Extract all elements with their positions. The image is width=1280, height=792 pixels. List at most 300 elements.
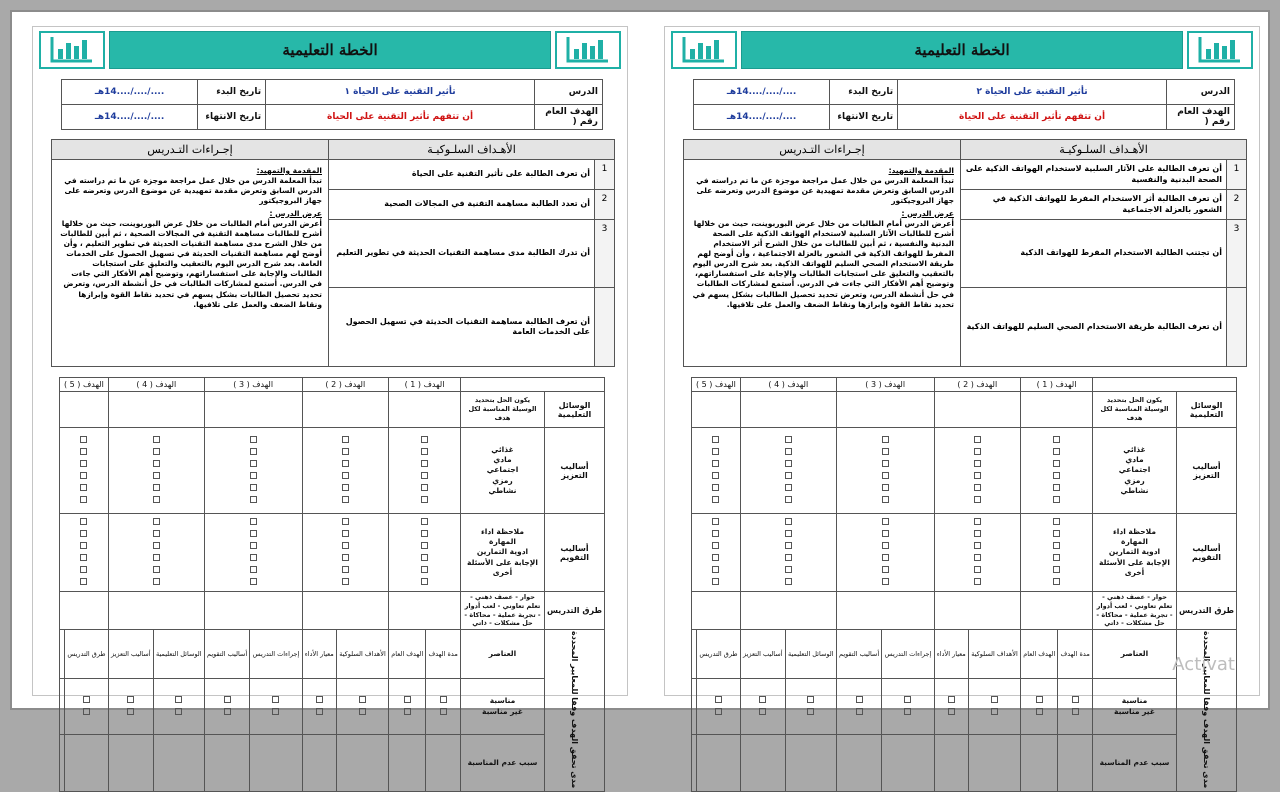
checkbox[interactable]	[153, 460, 160, 467]
checkbox[interactable]	[712, 448, 719, 455]
checkbox[interactable]	[316, 708, 323, 715]
checkbox[interactable]	[421, 436, 428, 443]
goal-number: 3	[594, 220, 614, 287]
checkbox[interactable]	[342, 578, 349, 585]
checkbox[interactable]	[1036, 708, 1043, 715]
checkbox[interactable]	[882, 448, 889, 455]
checkbox[interactable]	[974, 518, 981, 525]
not-fit-label: غير مناسبة	[482, 706, 523, 716]
checkbox[interactable]	[807, 696, 814, 703]
checkbox[interactable]	[153, 554, 160, 561]
lesson-label: الدرس	[535, 80, 603, 105]
activation-watermark: Activat	[1172, 654, 1235, 675]
goal-text: أن تعرف الطالبة على الآثار السلبية لاستخدام الهواتف الذكية على الصحة البدنية والنفسية	[965, 164, 1222, 184]
general-goal: أن تتفهم تأثير التقنية على الحياة	[266, 105, 535, 130]
general-goal: أن تتفهم تأثير التقنية على الحياة	[898, 105, 1167, 130]
reinforcement-item: مادي	[1125, 455, 1144, 465]
checkbox[interactable]	[991, 696, 998, 703]
checkbox[interactable]	[785, 436, 792, 443]
checkbox[interactable]	[974, 554, 981, 561]
checkbox[interactable]	[153, 578, 160, 585]
behavioral-goals-heading: الأهـداف السلـوكيـة	[961, 140, 1246, 160]
elements-label: العناصر	[461, 630, 545, 679]
evaluation-item: ادوية التمارين	[476, 547, 529, 557]
evaluation-item: الإجابة على الأسئلة	[1099, 557, 1170, 567]
evaluation-items	[1093, 514, 1177, 592]
element-col: الأهداف السلوكية	[336, 630, 388, 679]
goal-header-2: الهدف ( 2 )	[934, 378, 1020, 392]
lesson-info-table	[693, 79, 1235, 130]
element-col: مدة الهدف	[426, 630, 461, 679]
goal-row	[961, 160, 1246, 190]
plan-title-bar	[109, 31, 551, 69]
element-col: أساليب التقويم	[204, 630, 250, 679]
teaching-procedures-heading: إجـراءات التـدريس	[684, 140, 960, 160]
fit-labels	[461, 679, 545, 734]
lesson-heading: عرض الدرس :	[901, 208, 954, 218]
intro-text: تبدأ المعلمة الدرس من خلال عمل مراجعة موجزة عن ما تم دراسته في الدرس السابق وتعرض مقدمة تمهيدية عن موضوع الدرس وتعرضه على جهاز البروجيكتور	[696, 176, 954, 206]
checkbox[interactable]	[80, 436, 87, 443]
goal-text: أن تعرف الطالبة طريقة الاستخدام الصحي السليم للهواتف الذكية	[966, 321, 1222, 331]
fit-label: مناسبة	[489, 696, 516, 706]
checkbox[interactable]	[882, 484, 889, 491]
checkbox[interactable]	[272, 708, 279, 715]
checkbox[interactable]	[785, 554, 792, 561]
start-date-value: ..../..../....14هـ	[694, 80, 830, 105]
checkbox[interactable]	[759, 696, 766, 703]
goal-row	[329, 190, 614, 220]
goal-text: أن تجتنب الطالبة الاستخدام المفرط للهواتف الذكية	[1020, 248, 1222, 258]
checkbox[interactable]	[882, 578, 889, 585]
checkbox[interactable]	[785, 448, 792, 455]
end-date-value: ..../..../....14هـ	[694, 105, 830, 130]
checkbox[interactable]	[224, 696, 231, 703]
checkbox[interactable]	[974, 542, 981, 549]
checkbox[interactable]	[712, 436, 719, 443]
checkbox[interactable]	[974, 472, 981, 479]
lesson-text: أعرض الدرس أمام الطالبات من خلال عرض البوربوينت، حيث من خلالها أشرح للطالبات الآثار السلبية لاستخدام الهواتف الذكية على الصحة البدنية والنفسية ، ثم أبين للطالبات من خلال الشرح أثر الاستخدام المفرط للهواتف الذكية في الشعور بالعزلة الاجتماعية ، وأن أوضح لهم طريقة الاستخدام الصحي السليم للهواتف الذكية. بعد شرح الدرس اليوم بالتعقيب والتعليق على استجابات الطالبات والإجابة على استفساراتهم، وتوضيح أهم الأفكار التي جاءت في الدرس. أستمع لمشاركات الطالبات في حل أنشطة الدرس، وتعرض تحديد تحصيل الطالبات بشكل يسهم في تحديد نقاط القوة وإبرازها ونقاط الضعف والعمل على تلافيها.	[692, 218, 954, 309]
checkbox[interactable]	[250, 530, 257, 537]
checkbox[interactable]	[1036, 696, 1043, 703]
checkbox[interactable]	[974, 484, 981, 491]
checkbox[interactable]	[250, 496, 257, 503]
checkbox[interactable]	[80, 566, 87, 573]
checkbox[interactable]	[712, 484, 719, 491]
checkbox[interactable]	[224, 708, 231, 715]
checkbox[interactable]	[127, 696, 134, 703]
checkbox[interactable]	[785, 530, 792, 537]
checkbox[interactable]	[80, 448, 87, 455]
checkbox[interactable]	[882, 436, 889, 443]
intro-heading: المقدمة والتمهيد:	[256, 166, 322, 175]
checkbox[interactable]	[974, 566, 981, 573]
goal-text: أن تعرف الطالبة أثر الاستخدام المفرط للهواتف الذكية في الشعور بالعزلة الاجتماعية	[992, 194, 1222, 214]
checkbox[interactable]	[1053, 518, 1060, 525]
goal-text: أن تدرك الطالبة مدى مساهمة التقنيات الحديثة في تطوير التعليم	[336, 248, 590, 258]
plan-title: الخطة التعليمية	[282, 41, 378, 59]
checkbox[interactable]	[785, 578, 792, 585]
goal-text: أن تعدد الطالبة مساهمة التقنية في المجالات الصحية	[384, 199, 590, 209]
checkbox[interactable]	[153, 448, 160, 455]
checkbox[interactable]	[856, 708, 863, 715]
reinforcement-item: نشاطي	[488, 485, 517, 495]
checkbox[interactable]	[342, 484, 349, 491]
checkbox[interactable]	[882, 530, 889, 537]
evaluation-grid	[691, 377, 1237, 792]
start-date-label: تاريخ البدء	[830, 80, 898, 105]
checkbox[interactable]	[1053, 578, 1060, 585]
goal-header-5: الهدف ( 5 )	[60, 378, 109, 392]
checkbox[interactable]	[904, 708, 911, 715]
reinforcement-item: نشاطي	[1120, 485, 1149, 495]
goals-procedures-box	[683, 139, 1247, 367]
checkbox[interactable]	[342, 554, 349, 561]
goal-no-label: الهدف العام رقم (	[535, 105, 603, 130]
checkbox[interactable]	[421, 460, 428, 467]
element-col: طرق التدريس	[697, 630, 741, 679]
checkbox[interactable]	[904, 696, 911, 703]
checkbox[interactable]	[712, 542, 719, 549]
checkbox[interactable]	[342, 542, 349, 549]
checkbox[interactable]	[80, 484, 87, 491]
evaluation-grid	[59, 377, 605, 792]
checkbox[interactable]	[882, 460, 889, 467]
element-col: إجراءات التدريس	[882, 630, 934, 679]
chart-logo-icon	[555, 31, 621, 69]
element-col: الهدف العام	[389, 630, 426, 679]
checkbox[interactable]	[974, 496, 981, 503]
page-header	[39, 31, 621, 69]
checkbox[interactable]	[785, 518, 792, 525]
checkbox[interactable]	[250, 484, 257, 491]
fit-label: مناسبة	[1121, 696, 1148, 706]
chart-logo-icon	[39, 31, 105, 69]
checkbox[interactable]	[80, 578, 87, 585]
checkbox[interactable]	[712, 460, 719, 467]
aids-label: الوسائل التعليمية	[545, 392, 605, 428]
checkbox[interactable]	[882, 496, 889, 503]
criteria-side-label	[545, 630, 605, 792]
plan-title: الخطة التعليمية	[914, 41, 1010, 59]
checkbox[interactable]	[153, 484, 160, 491]
checkbox[interactable]	[127, 708, 134, 715]
checkbox[interactable]	[421, 566, 428, 573]
lesson-name: تأثير التقنية على الحياة ١	[266, 80, 535, 105]
checkbox[interactable]	[1053, 448, 1060, 455]
checkbox[interactable]	[785, 484, 792, 491]
goal-header-3: الهدف ( 3 )	[204, 378, 302, 392]
plan-page-1	[32, 26, 628, 789]
checkbox[interactable]	[80, 518, 87, 525]
checkbox[interactable]	[712, 578, 719, 585]
plan-title-bar	[741, 31, 1183, 69]
evaluation-item: ادوية التمارين	[1108, 547, 1161, 557]
checkbox[interactable]	[974, 530, 981, 537]
goal-number: 2	[1226, 190, 1246, 219]
checkbox[interactable]	[421, 530, 428, 537]
checkbox[interactable]	[421, 496, 428, 503]
checkbox[interactable]	[712, 472, 719, 479]
element-col: إجراءات التدريس	[250, 630, 302, 679]
checkbox[interactable]	[153, 530, 160, 537]
checkbox[interactable]	[250, 436, 257, 443]
goal-header-4: الهدف ( 4 )	[740, 378, 836, 392]
reinforcement-item: رمزي	[1124, 475, 1145, 485]
checkbox[interactable]	[80, 542, 87, 549]
goal-row	[329, 220, 614, 288]
reinforcement-item: اجتماعي	[1118, 465, 1151, 475]
checkbox[interactable]	[440, 696, 447, 703]
goal-no-label: الهدف العام رقم (	[1167, 105, 1235, 130]
checkbox[interactable]	[715, 708, 722, 715]
fit-labels	[1093, 679, 1177, 734]
checkbox[interactable]	[342, 518, 349, 525]
evaluation-item: المهارة	[1121, 537, 1148, 547]
checkbox[interactable]	[83, 696, 90, 703]
checkbox[interactable]	[1053, 484, 1060, 491]
element-col: طرق التدريس	[65, 630, 109, 679]
checkbox[interactable]	[785, 566, 792, 573]
checkbox[interactable]	[404, 696, 411, 703]
checkbox[interactable]	[1053, 436, 1060, 443]
checkbox[interactable]	[250, 566, 257, 573]
checkbox[interactable]	[1053, 554, 1060, 561]
checkbox[interactable]	[153, 472, 160, 479]
checkbox[interactable]	[421, 578, 428, 585]
checkbox[interactable]	[785, 472, 792, 479]
checkbox[interactable]	[342, 472, 349, 479]
reinforcement-items	[461, 428, 545, 514]
teaching-procedures-column	[52, 140, 328, 366]
goal-number: 1	[594, 160, 614, 189]
checkbox[interactable]	[153, 542, 160, 549]
element-col: أساليب التقويم	[836, 630, 882, 679]
checkbox[interactable]	[153, 518, 160, 525]
teaching-procedures-column	[684, 140, 960, 366]
reinforcement-item: غذائي	[491, 445, 514, 455]
lesson-label: الدرس	[1167, 80, 1235, 105]
checkbox[interactable]	[316, 696, 323, 703]
goal-number: 1	[1226, 160, 1246, 189]
reinforcement-label: أساليب التعزيز	[545, 428, 605, 514]
lesson-info-table	[61, 79, 603, 130]
methods-note: حوار - عصف ذهني - تعلم تعاوني - لعب أدوار - تجربة عملية - محاكاة - حل مشكلات - ذاتي	[1093, 592, 1177, 630]
methods-label: طرق التدريس	[545, 592, 605, 630]
goal-row	[961, 220, 1246, 288]
checkbox[interactable]	[421, 484, 428, 491]
checkbox[interactable]	[404, 708, 411, 715]
checkbox[interactable]	[712, 566, 719, 573]
checkbox[interactable]	[856, 696, 863, 703]
evaluation-item: المهارة	[489, 537, 516, 547]
element-col: معيار الأداء	[302, 630, 336, 679]
grid-corner	[1093, 378, 1237, 392]
checkbox[interactable]	[250, 578, 257, 585]
checkbox[interactable]	[948, 696, 955, 703]
checkbox[interactable]	[342, 496, 349, 503]
goals-procedures-box	[51, 139, 615, 367]
aids-note: يكون الحل بتحديد الوسيلة المناسبة لكل هدف	[461, 392, 545, 428]
goal-header-5: الهدف ( 5 )	[692, 378, 741, 392]
checkbox[interactable]	[1053, 542, 1060, 549]
checkbox[interactable]	[712, 496, 719, 503]
element-col: أساليب التعزيز	[108, 630, 153, 679]
aids-label: الوسائل التعليمية	[1177, 392, 1237, 428]
goal-header-4: الهدف ( 4 )	[108, 378, 204, 392]
goal-number: 3	[1226, 220, 1246, 287]
checkbox[interactable]	[342, 566, 349, 573]
checkbox[interactable]	[421, 448, 428, 455]
checkbox[interactable]	[250, 460, 257, 467]
goal-number	[594, 288, 614, 366]
plan-page-2	[664, 26, 1260, 789]
checkbox[interactable]	[153, 496, 160, 503]
document-frame	[10, 10, 1270, 789]
checkbox[interactable]	[712, 518, 719, 525]
checkbox[interactable]	[785, 542, 792, 549]
evaluation-item: أخرى	[1124, 567, 1145, 577]
checkbox[interactable]	[421, 542, 428, 549]
reinforcement-items	[1093, 428, 1177, 514]
checkbox[interactable]	[342, 460, 349, 467]
checkbox[interactable]	[153, 566, 160, 573]
checkbox[interactable]	[759, 708, 766, 715]
checkbox[interactable]	[1053, 496, 1060, 503]
checkbox[interactable]	[359, 696, 366, 703]
checkbox[interactable]	[1072, 708, 1079, 715]
checkbox[interactable]	[80, 460, 87, 467]
element-col: الهدف العام	[1021, 630, 1058, 679]
checkbox[interactable]	[882, 554, 889, 561]
checkbox[interactable]	[440, 708, 447, 715]
checkbox[interactable]	[1053, 460, 1060, 467]
reinforcement-item: مادي	[493, 455, 512, 465]
checkbox[interactable]	[715, 696, 722, 703]
checkbox[interactable]	[421, 472, 428, 479]
checkbox[interactable]	[785, 496, 792, 503]
behavioral-goals-heading: الأهـداف السلـوكيـة	[329, 140, 614, 160]
goal-row	[961, 190, 1246, 220]
goal-text: أن تعرف الطالبة مساهمة التقنيات الحديثة في تسهيل الحصول على الخدمات العامة	[345, 316, 590, 336]
lesson-name: تأثير التقنية على الحياة ٢	[898, 80, 1167, 105]
checkbox[interactable]	[991, 708, 998, 715]
element-col: مدة الهدف	[1058, 630, 1093, 679]
procedures-text	[684, 160, 960, 366]
checkbox[interactable]	[1053, 472, 1060, 479]
checkbox[interactable]	[1053, 530, 1060, 537]
evaluation-item: أخرى	[492, 567, 513, 577]
checkbox[interactable]	[421, 518, 428, 525]
lesson-text: أعرض الدرس أمام الطالبات من خلال عرض البوربوينت، حيث من خلالها أشرح للطالبات مساهمة التقنية في المجالات الصحية ، ثم أبين للطالبات من خلال الشرح مدى مساهمة التقنيات الحديثة في تطوير التعليم ، وأن أوضح لهم مساهمة التقنيات الحديثة في تسهيل الحصول على الخدمات العامة. بعد شرح الدرس اليوم بالتعقيب والتعليق على استجابات الطالبات والإجابة على استفساراتهم، وتوضيح أهم الأفكار التي جاءت في الدرس. أستمع لمشاركات الطالبات في حل أنشطة الدرس، وتعرض تحديد تحصيل الطالبات بشكل يسهم في تحديد نقاط القوة وإبرازها ونقاط الضعف والعمل على تلافيها.	[60, 218, 322, 309]
checkbox[interactable]	[80, 554, 87, 561]
checkbox[interactable]	[807, 708, 814, 715]
checkbox[interactable]	[175, 708, 182, 715]
reinforcement-item: غذائي	[1123, 445, 1146, 455]
methods-label: طرق التدريس	[1177, 592, 1237, 630]
checkbox[interactable]	[974, 460, 981, 467]
evaluation-label: أساليب التقويم	[545, 514, 605, 592]
checkbox[interactable]	[1053, 566, 1060, 573]
reason-label: سبب عدم المناسبة	[1093, 734, 1177, 792]
checkbox[interactable]	[882, 472, 889, 479]
evaluation-item: الإجابة على الأسئلة	[467, 557, 538, 567]
goal-row	[329, 288, 614, 366]
evaluation-item: ملاحظة اداء	[480, 527, 525, 537]
checkbox[interactable]	[80, 496, 87, 503]
checkbox[interactable]	[712, 530, 719, 537]
checkbox[interactable]	[250, 448, 257, 455]
checkbox[interactable]	[250, 472, 257, 479]
start-date-value: ..../..../....14هـ	[62, 80, 198, 105]
element-col: الوسائل التعليمية	[785, 630, 836, 679]
element-col: معيار الأداء	[934, 630, 968, 679]
grid-corner	[461, 378, 605, 392]
checkbox[interactable]	[80, 472, 87, 479]
behavioral-goals-column	[328, 140, 614, 366]
goal-text: أن تعرف الطالبة على تأثير التقنية على الحياة	[411, 169, 590, 179]
checkbox[interactable]	[250, 554, 257, 561]
checkbox[interactable]	[359, 708, 366, 715]
checkbox[interactable]	[175, 696, 182, 703]
checkbox[interactable]	[882, 542, 889, 549]
checkbox[interactable]	[342, 530, 349, 537]
reinforcement-item: اجتماعي	[486, 465, 519, 475]
checkbox[interactable]	[974, 448, 981, 455]
evaluation-label: أساليب التقويم	[1177, 514, 1237, 592]
goal-row	[329, 160, 614, 190]
end-date-label: تاريخ الانتهاء	[830, 105, 898, 130]
checkbox[interactable]	[712, 554, 719, 561]
behavioral-goals-column	[960, 140, 1246, 366]
procedures-text	[52, 160, 328, 366]
reinforcement-label: أساليب التعزيز	[1177, 428, 1237, 514]
checkbox[interactable]	[1072, 696, 1079, 703]
not-fit-label: غير مناسبة	[1114, 706, 1155, 716]
checkbox[interactable]	[785, 460, 792, 467]
chart-logo-icon	[671, 31, 737, 69]
criteria-side-text: مدى تحقق الهدف وفقا للمعايير المحددة	[570, 631, 579, 789]
checkbox[interactable]	[250, 542, 257, 549]
checkbox[interactable]	[342, 436, 349, 443]
element-col: أساليب التعزيز	[740, 630, 785, 679]
lesson-heading: عرض الدرس :	[269, 208, 322, 218]
goal-header-1: الهدف ( 1 )	[1021, 378, 1093, 392]
page-header	[671, 31, 1253, 69]
element-col: الوسائل التعليمية	[153, 630, 204, 679]
goal-header-1: الهدف ( 1 )	[389, 378, 461, 392]
checkbox[interactable]	[882, 566, 889, 573]
reason-label: سبب عدم المناسبة	[461, 734, 545, 792]
checkbox[interactable]	[250, 518, 257, 525]
goal-number: 2	[594, 190, 614, 219]
intro-text: تبدأ المعلمة الدرس من خلال عمل مراجعة موجزة عن ما تم دراسته في الدرس السابق وتعرض مقدمة تمهيدية عن موضوع الدرس وتعرضه على جهاز البروجيكتور	[64, 176, 322, 206]
checkbox[interactable]	[80, 530, 87, 537]
checkbox[interactable]	[421, 554, 428, 561]
checkbox[interactable]	[342, 448, 349, 455]
checkbox[interactable]	[974, 436, 981, 443]
goal-header-2: الهدف ( 2 )	[302, 378, 388, 392]
chart-logo-icon	[1187, 31, 1253, 69]
checkbox[interactable]	[974, 578, 981, 585]
checkbox[interactable]	[882, 518, 889, 525]
checkbox[interactable]	[948, 708, 955, 715]
checkbox[interactable]	[83, 708, 90, 715]
start-date-label: تاريخ البدء	[198, 80, 266, 105]
evaluation-item: ملاحظة اداء	[1112, 527, 1157, 537]
checkbox[interactable]	[272, 696, 279, 703]
checkbox[interactable]	[153, 436, 160, 443]
end-date-label: تاريخ الانتهاء	[198, 105, 266, 130]
